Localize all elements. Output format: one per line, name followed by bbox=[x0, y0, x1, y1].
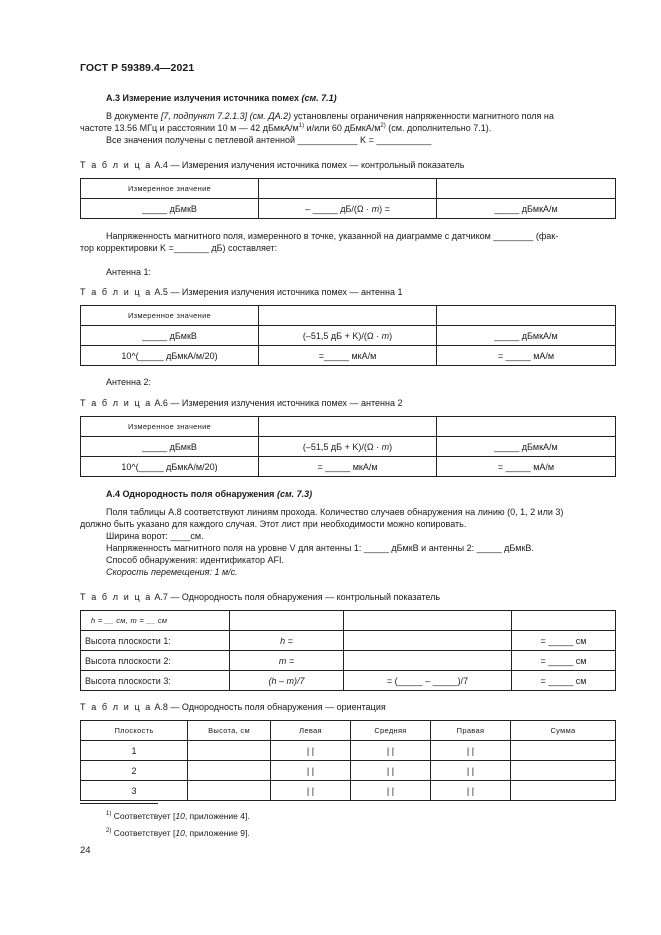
table-row bbox=[81, 631, 616, 651]
table-a4-caption bbox=[80, 160, 464, 170]
table-cell bbox=[188, 761, 271, 781]
table-a7-caption bbox=[80, 592, 440, 602]
table-cell bbox=[259, 306, 437, 326]
column-header: Средняя bbox=[351, 721, 431, 741]
footnote-2 bbox=[106, 828, 250, 838]
table-cell: Измеренное значение bbox=[81, 306, 259, 326]
table-cell bbox=[511, 761, 616, 781]
table-cell bbox=[437, 417, 616, 437]
table-cell bbox=[259, 437, 437, 457]
table-cell: = _____ см bbox=[512, 651, 616, 671]
table-cell bbox=[344, 651, 512, 671]
caption-prefix: Т а б л и ц а bbox=[80, 592, 152, 602]
table-cell bbox=[512, 611, 616, 631]
footnote-marker: 1) bbox=[106, 811, 112, 818]
table-cell bbox=[344, 611, 512, 631]
table-cell bbox=[259, 199, 437, 219]
table-cell: 10^(_____ дБмкА/м/20) bbox=[81, 346, 259, 366]
table-row bbox=[81, 457, 616, 477]
caption-text: А.5 — Измерения излучения источника помех — антенна 1 bbox=[151, 287, 403, 297]
text-run: 10 bbox=[175, 811, 185, 821]
table-cell: _____ дБмкА/м bbox=[437, 326, 616, 346]
table-cell: Измеренное значение bbox=[81, 417, 259, 437]
table-cell: | | bbox=[431, 761, 511, 781]
text-run: частоте 13.56 МГц и расстоянии 10 м — 42 дБмкА/м bbox=[80, 123, 299, 133]
table-cell bbox=[437, 306, 616, 326]
page-number: 24 bbox=[80, 845, 91, 856]
column-header: Правая bbox=[431, 721, 511, 741]
footnote-1 bbox=[106, 811, 250, 821]
table-a7 bbox=[80, 610, 616, 691]
caption-prefix: Т а б л и ц а bbox=[80, 287, 152, 297]
table-cell: _____ дБмкА/м bbox=[437, 199, 616, 219]
caption-prefix: Т а б л и ц а bbox=[80, 702, 152, 712]
antenna1-label: Антенна 1: bbox=[106, 267, 151, 277]
caption-text: А.8 — Однородность поля обнаружения — ориентация bbox=[151, 702, 386, 712]
table-row bbox=[81, 651, 616, 671]
text-run: ) = bbox=[379, 203, 390, 214]
caption-prefix: Т а б л и ц а bbox=[80, 160, 152, 170]
table-cell bbox=[259, 417, 437, 437]
table-cell: 1 bbox=[81, 741, 188, 761]
para-mag-line2: тор корректировки K =_______ дБ) составляет: bbox=[80, 243, 278, 253]
table-cell: =_____ мкА/м bbox=[259, 346, 437, 366]
table-cell: m = bbox=[230, 651, 344, 671]
table-cell: | | bbox=[271, 761, 351, 781]
text-run: m bbox=[371, 203, 380, 214]
table-row bbox=[81, 326, 616, 346]
table-cell: (h – m)/7 bbox=[230, 671, 344, 691]
text-run: – _____ дБ/(Ω · bbox=[305, 203, 372, 214]
table-cell: = _____ см bbox=[512, 671, 616, 691]
para-a4-line1: Поля таблицы А.8 соответствуют линиям прохода. Количество случаев обнаружения на линию (0, 1, 2 или 3) bbox=[106, 507, 564, 517]
table-row bbox=[81, 761, 616, 781]
text-run: Соответствует [ bbox=[111, 828, 176, 838]
text-run: В документе bbox=[106, 111, 161, 121]
table-cell: | | bbox=[351, 781, 431, 801]
column-header: Левая bbox=[271, 721, 351, 741]
para-a4-line5: Способ обнаружения: идентификатор AFI. bbox=[106, 555, 284, 565]
table-cell: | | bbox=[351, 761, 431, 781]
section-title-ref: (см. 7.3) bbox=[276, 489, 313, 499]
section-title-text: А.3 Измерение излучения источника помех bbox=[106, 93, 302, 103]
footnote-ref: 2) bbox=[380, 123, 386, 129]
antenna2-label: Антенна 2: bbox=[106, 377, 151, 387]
para-a3-line1 bbox=[106, 111, 614, 123]
table-row bbox=[81, 671, 616, 691]
text-run: ) bbox=[389, 441, 393, 452]
text-run: (–51,5 дБ + K)/(Ω · bbox=[302, 441, 382, 452]
table-cell bbox=[230, 611, 344, 631]
section-title-ref: (см. 7.1) bbox=[301, 93, 337, 103]
text-run: и/или 60 дБмкА/м bbox=[304, 123, 381, 133]
table-a6-caption bbox=[80, 398, 402, 408]
table-cell: | | bbox=[351, 741, 431, 761]
table-cell: Высота плоскости 3: bbox=[81, 671, 230, 691]
table-cell: = (_____ – _____)/7 bbox=[344, 671, 512, 691]
para-a4-line6: Скорость перемещения: 1 м/с. bbox=[106, 567, 238, 577]
table-cell bbox=[344, 631, 512, 651]
text-run: 10 bbox=[175, 828, 185, 838]
column-header: Сумма bbox=[511, 721, 616, 741]
text-run: m bbox=[381, 441, 390, 452]
table-cell bbox=[511, 741, 616, 761]
table-cell: = _____ мкА/м bbox=[259, 457, 437, 477]
table-cell: | | bbox=[431, 781, 511, 801]
table-cell: _____ дБмкВ bbox=[81, 199, 259, 219]
table-cell: = _____ мА/м bbox=[437, 457, 616, 477]
table-row bbox=[81, 437, 616, 457]
text-run: ) bbox=[389, 330, 393, 341]
text-run: [7, bbox=[160, 111, 174, 121]
table-cell: Измеренное значение bbox=[81, 179, 259, 199]
caption-prefix: Т а б л и ц а bbox=[80, 398, 152, 408]
table-cell: 2 bbox=[81, 761, 188, 781]
table-cell: = _____ мА/м bbox=[437, 346, 616, 366]
text-run: установлены ограничения напряженности магнитного поля на bbox=[291, 111, 554, 121]
table-cell bbox=[188, 741, 271, 761]
section-title-a4 bbox=[106, 489, 312, 499]
text-run: Соответствует [ bbox=[111, 811, 176, 821]
table-header-row bbox=[81, 721, 616, 741]
table-a8 bbox=[80, 720, 616, 801]
table-row bbox=[81, 611, 616, 631]
table-row bbox=[81, 346, 616, 366]
caption-text: А.7 — Однородность поля обнаружения — контрольный показатель bbox=[151, 592, 441, 602]
footnote-marker: 2) bbox=[106, 828, 112, 835]
para-a4-line3: Ширина ворот: ____см. bbox=[106, 531, 204, 541]
para-a3-line2 bbox=[80, 123, 491, 135]
table-cell: = _____ см bbox=[512, 631, 616, 651]
text-run: (см. ДА.2) bbox=[249, 111, 292, 121]
column-header: Высота, см bbox=[188, 721, 271, 741]
table-cell bbox=[437, 179, 616, 199]
footnote-divider bbox=[80, 803, 158, 804]
table-cell bbox=[259, 179, 437, 199]
table-row bbox=[81, 741, 616, 761]
section-title-text: А.4 Однородность поля обнаружения bbox=[106, 489, 277, 499]
table-cell: | | bbox=[271, 741, 351, 761]
column-header: Плоскость bbox=[81, 721, 188, 741]
section-title-a3 bbox=[106, 93, 337, 103]
text-run: , приложение 4]. bbox=[184, 811, 250, 821]
text-run: , приложение 9]. bbox=[184, 828, 250, 838]
table-cell: _____ дБмкА/м bbox=[437, 437, 616, 457]
table-cell: _____ дБмкВ bbox=[81, 437, 259, 457]
table-row bbox=[81, 781, 616, 801]
table-cell: _____ дБмкВ bbox=[81, 326, 259, 346]
table-cell bbox=[188, 781, 271, 801]
table-a8-caption bbox=[80, 702, 386, 712]
table-cell: | | bbox=[271, 781, 351, 801]
table-row bbox=[81, 417, 616, 437]
table-a5-caption bbox=[80, 287, 402, 297]
table-cell bbox=[259, 326, 437, 346]
table-cell: 10^(_____ дБмкА/м/20) bbox=[81, 457, 259, 477]
para-a4-line2: должно быть указано для каждого случая. Этот лист при необходимости можно копировать. bbox=[80, 519, 467, 529]
caption-text: А.4 — Измерения излучения источника помех — контрольный показатель bbox=[151, 160, 465, 170]
table-cell: Высота плоскости 2: bbox=[81, 651, 230, 671]
text-run: (–51,5 дБ + K)/(Ω · bbox=[302, 330, 382, 341]
table-cell: 3 bbox=[81, 781, 188, 801]
footnote-ref: 1) bbox=[298, 123, 305, 129]
para-a3-line3: Все значения получены с петлевой антенной ____________ K = ___________ bbox=[106, 135, 432, 145]
table-a4 bbox=[80, 178, 616, 219]
table-cell: h = bbox=[230, 631, 344, 651]
table-cell: h = __ см, m = __ см bbox=[81, 611, 230, 631]
table-cell bbox=[511, 781, 616, 801]
table-cell: Высота плоскости 1: bbox=[81, 631, 230, 651]
table-row bbox=[81, 199, 616, 219]
table-row bbox=[81, 179, 616, 199]
text-run: подпункт 7.2.1.3] bbox=[173, 111, 250, 121]
document-header: ГОСТ Р 59389.4—2021 bbox=[80, 62, 195, 74]
table-a5 bbox=[80, 305, 616, 366]
table-row bbox=[81, 306, 616, 326]
caption-text: А.6 — Измерения излучения источника помех — антенна 2 bbox=[151, 398, 403, 408]
text-run: m bbox=[381, 330, 390, 341]
para-a4-line4: Напряженность магнитного поля на уровне V для антенны 1: _____ дБмкВ и антенны 2: _____ дБмкВ. bbox=[106, 543, 534, 553]
para-mag-line1: Напряженность магнитного поля, измеренного в точке, указанной на диаграмме с датчиком ________ (фак- bbox=[106, 231, 559, 241]
table-cell: | | bbox=[431, 741, 511, 761]
text-run: (см. дополнительно 7.1). bbox=[385, 123, 492, 133]
table-a6 bbox=[80, 416, 616, 477]
